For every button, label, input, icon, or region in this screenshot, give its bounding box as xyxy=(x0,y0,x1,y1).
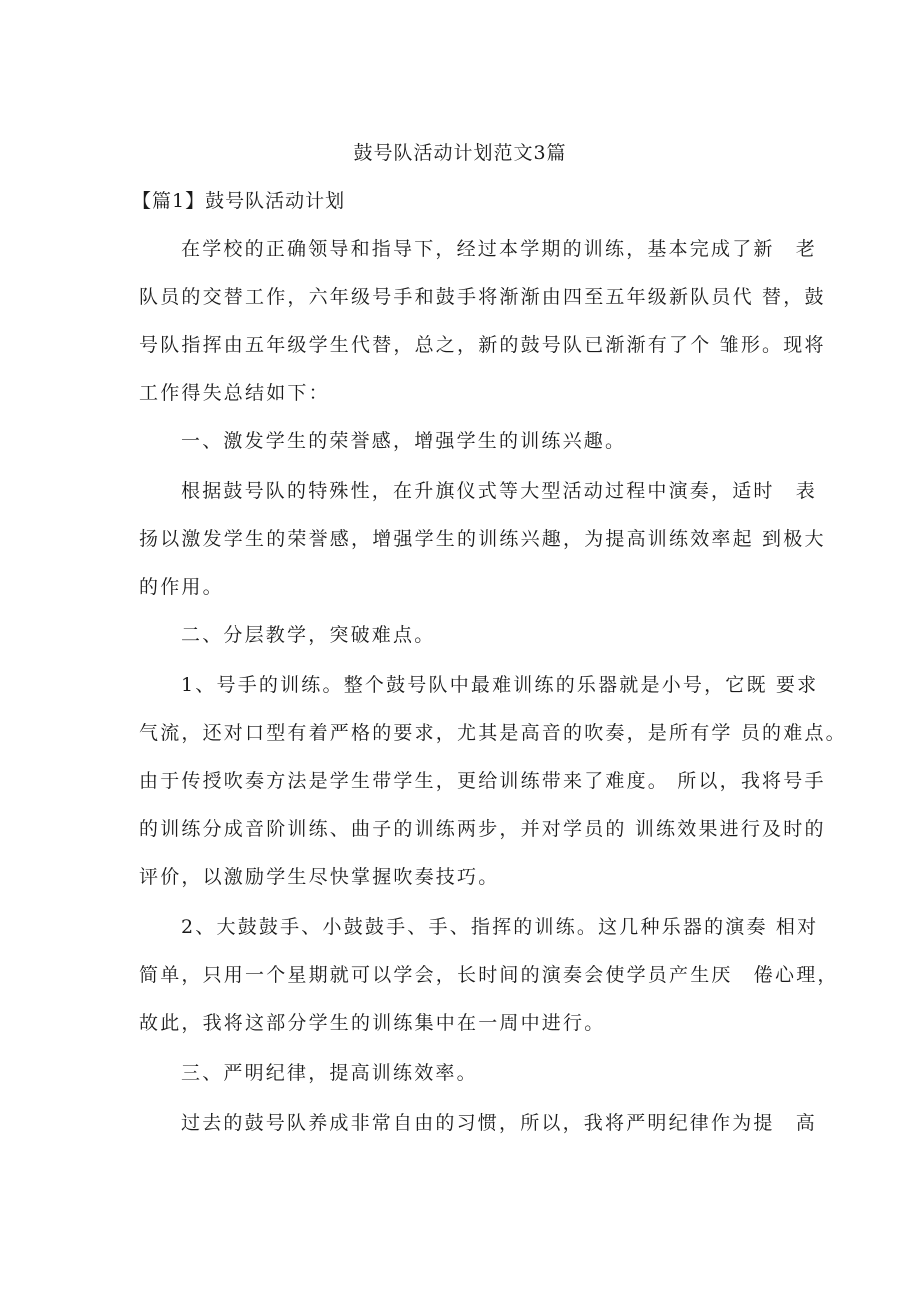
paragraph-line: 简单，只用一个星期就可以学会，长时间的演奏会使学员产生厌 倦心理， xyxy=(139,964,839,986)
paragraph-line: 2、大鼓鼓手、小鼓鼓手、手、指挥的训练。这几种乐器的演奏 相对 xyxy=(181,916,819,938)
paragraph-line: 工作得失总结如下： xyxy=(139,382,330,404)
paragraph-line: 队员的交替工作，六年级号手和鼓手将渐渐由四至五年级新队员代 替，鼓 xyxy=(139,286,826,308)
document-title: 鼓号队活动计划范文3篇 xyxy=(353,142,567,164)
subheading-line: 二、分层教学，突破难点。 xyxy=(181,624,436,646)
paragraph-line: 由于传授吹奏方法是学生带学生，更给训练带来了难度。 所以，我将号手 xyxy=(139,770,826,792)
paragraph-line: 的作用。 xyxy=(139,576,224,598)
paragraph-line: 1、号手的训练。整个鼓号队中最难训练的乐器就是小号，它既 要求 xyxy=(181,674,819,696)
paragraph-line: 故此，我将这部分学生的训练集中在一周中进行。 xyxy=(139,1012,606,1034)
paragraph-line: 过去的鼓号队养成非常自由的习惯，所以，我将严明纪律作为提 高 xyxy=(181,1112,818,1134)
section-heading: 【篇1】鼓号队活动计划 xyxy=(132,190,346,212)
subheading-line: 一、激发学生的荣誉感，增强学生的训练兴趣。 xyxy=(181,430,627,452)
paragraph-line: 评价，以激励学生尽快掌握吹奏技巧。 xyxy=(139,866,500,888)
paragraph-line: 的训练分成音阶训练、曲子的训练两步，并对学员的 训练效果进行及时的 xyxy=(139,818,826,840)
paragraph-line: 在学校的正确领导和指导下，经过本学期的训练，基本完成了新 老 xyxy=(181,238,818,260)
paragraph-line: 扬以激发学生的荣誉感，增强学生的训练兴趣，为提高训练效率起 到极大 xyxy=(139,528,826,550)
subheading-line: 三、严明纪律，提高训练效率。 xyxy=(181,1062,478,1084)
paragraph-line: 气流，还对口型有着严格的要求，尤其是高音的吹奏，是所有学 员的难点。 xyxy=(139,722,847,744)
paragraph-line: 根据鼓号队的特殊性，在升旗仪式等大型活动过程中演奏，适时 表 xyxy=(181,480,818,502)
paragraph-line: 号队指挥由五年级学生代替，总之，新的鼓号队已渐渐有了个 雏形。现将 xyxy=(139,334,826,356)
